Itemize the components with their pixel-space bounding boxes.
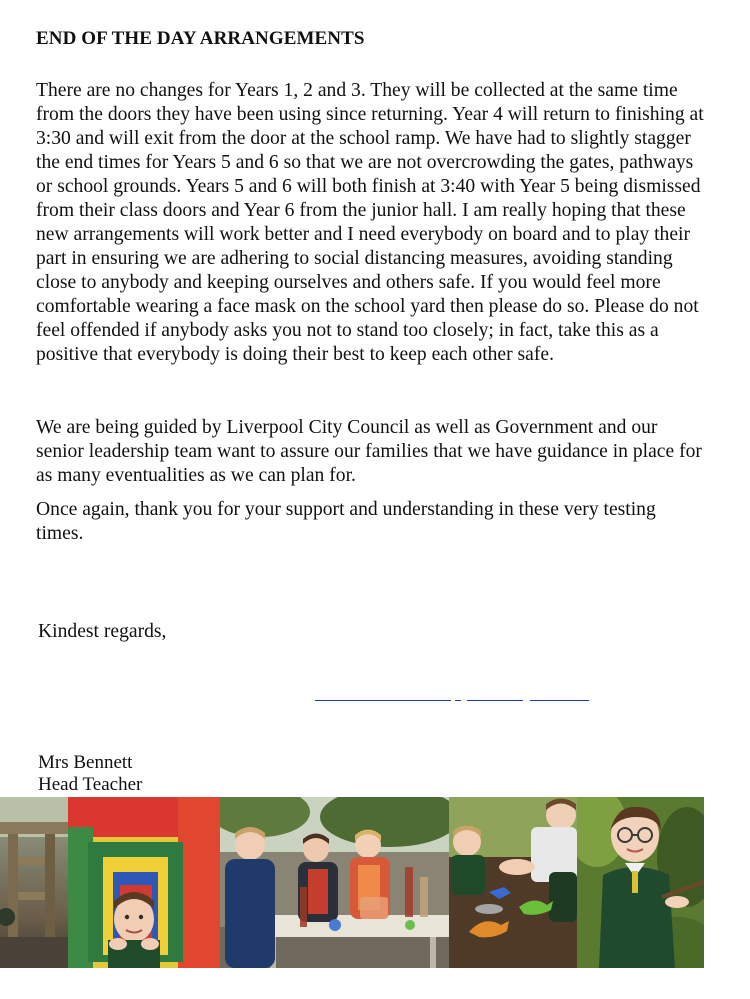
thanks-paragraph: Once again, thank you for your support and understanding in these very testing times. <box>36 499 656 544</box>
children-dinosaur-sandpit-photo <box>449 797 577 968</box>
boy-with-glasses-outdoors-photo <box>577 797 704 968</box>
guidance-paragraph: We are being guided by Liverpool City Council as well as Government and our senior leadership team want to assure our families that we have guidance in place for as many eventualities as we can plan for. <box>36 417 702 486</box>
link-underline[interactable] <box>455 700 461 701</box>
signatory-name: Mrs Bennett <box>38 752 133 773</box>
link-underline[interactable] <box>467 700 523 701</box>
signatory-title: Head Teacher <box>38 774 143 795</box>
closing-text: Kindest regards, <box>38 621 167 642</box>
child-in-play-tunnel-photo <box>68 797 220 968</box>
children-water-play-table-photo <box>220 797 449 968</box>
arrangements-paragraph: There are no changes for Years 1, 2 and 3. They will be collected at the same time from the doors they have been using since returning. Year 4 will return to finishing at 3:30 and will exit from the door at the school ramp. We have had to slightly stagger the end times for Years 5 and 6 so that we are not overcrowding the gates, pathways or school grounds. Years 5 and 6 will both finish at 3:40 with Year 5 being dismissed from their class doors and Year 6 from the junior hall. I am really hoping that these new arrangements will work better and I need everybody on board and to play their part in ensuring we are adhering to social distancing measures, avoiding standing close to anybody and keeping ourselves and others safe. If you would feel more comfortable wearing a face mask on the school yard then please do so. Please do not feel offended if anybody asks you not to stand too closely; in fact, take this as a positive that everybody is doing their best to keep each other safe. <box>36 80 704 365</box>
letter-heading: END OF THE DAY ARRANGEMENTS <box>36 28 365 49</box>
link-underline[interactable] <box>530 700 589 701</box>
playground-climbing-frame-photo <box>0 797 68 968</box>
link-underline[interactable] <box>315 700 451 701</box>
photo-strip <box>0 797 704 968</box>
